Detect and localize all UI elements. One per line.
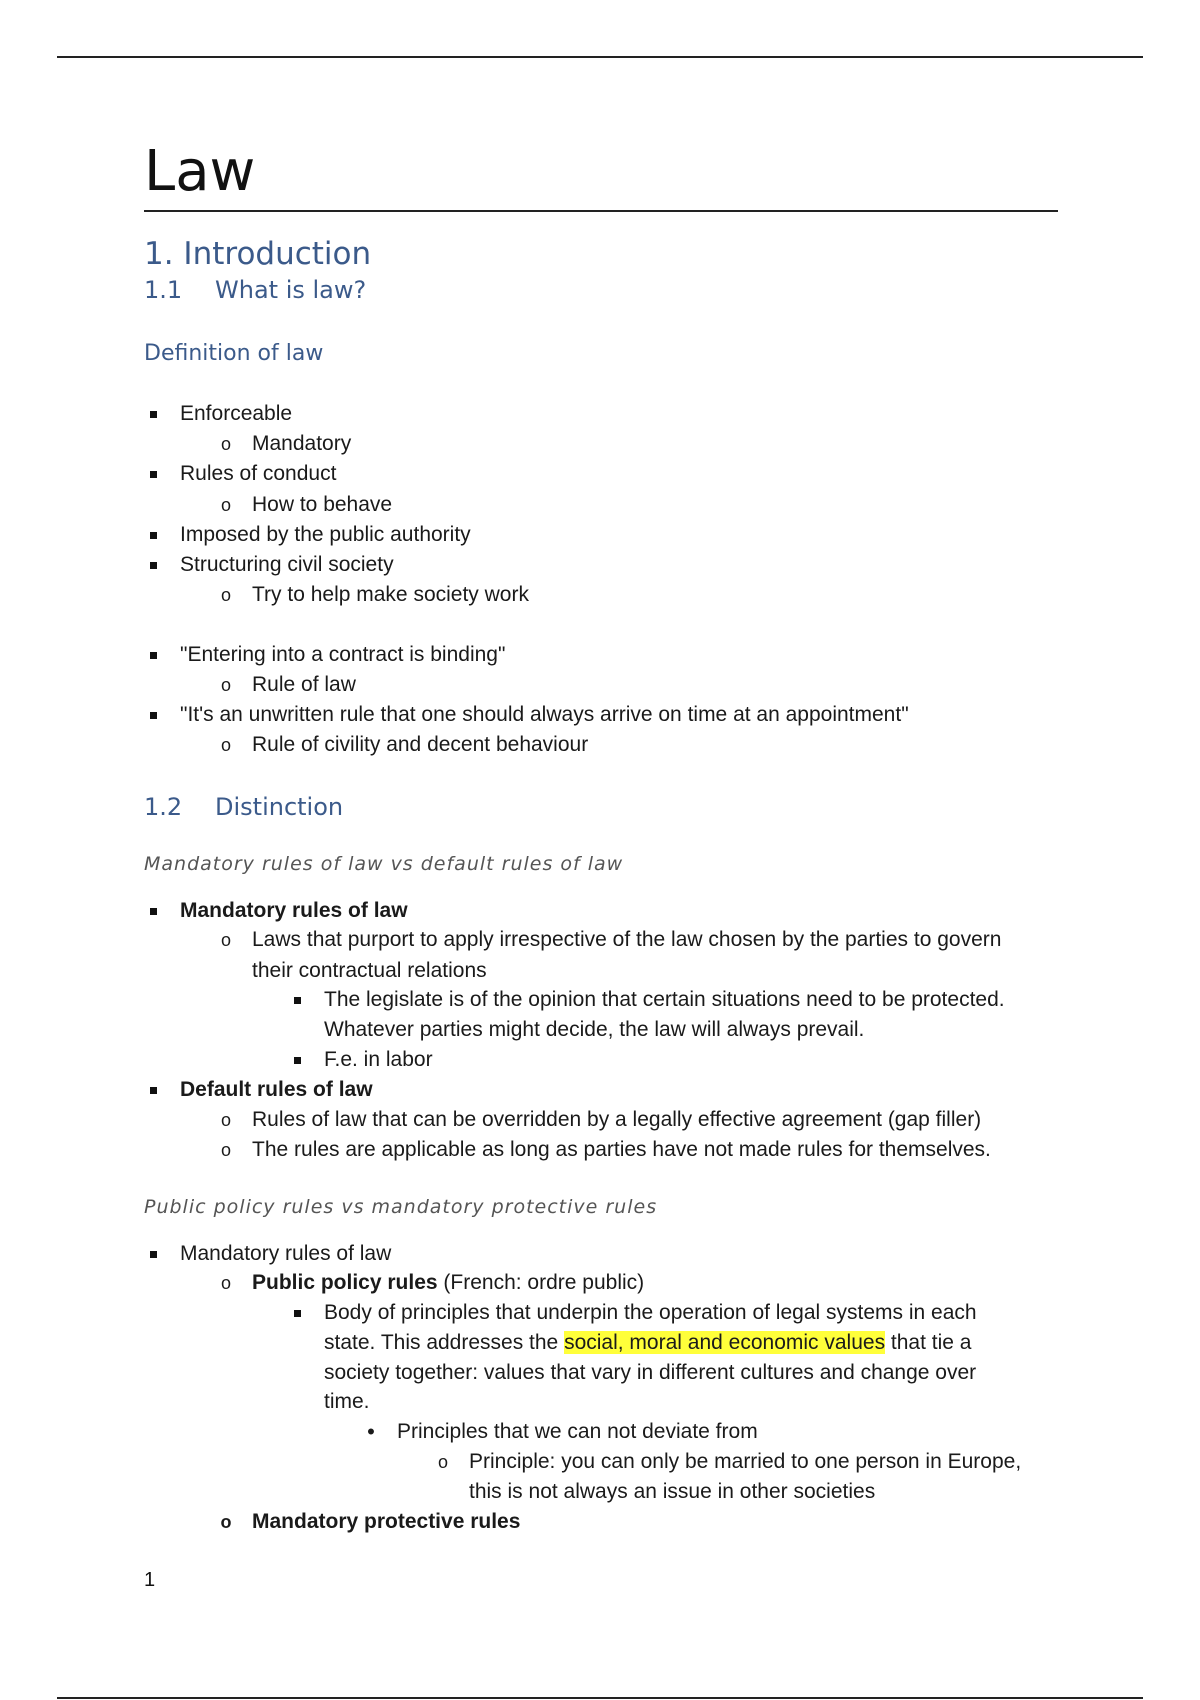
heading-what-is-law [144,274,366,306]
list-item-text: Structuring civil society [180,553,394,576]
list-item-text: (French: ordre public) [437,1271,645,1294]
section-title: Distinction [215,793,344,821]
circle-bullet-icon: o [220,675,231,695]
list-item [180,896,408,926]
list-item-text: Principles that we can not deviate from [397,1420,758,1443]
list-item-text: Mandatory protective rules [252,1510,521,1533]
list-item [180,399,292,429]
top-rule [57,56,1143,58]
list-item [180,520,471,550]
list-item-text: Rule of law [252,673,356,696]
list-item-text: Laws that purport to apply irrespective of the law chosen by the parties to govern [252,928,1002,951]
page-number: 1 [144,1569,156,1591]
circle-bullet-icon: o [220,1140,231,1160]
bottom-rule [57,1697,1143,1699]
circle-bullet-icon: o [437,1452,448,1472]
list-item-continuation: this is not always an issue in other societies [469,1480,876,1503]
heading-introduction: 1. Introduction [144,236,372,272]
heading-mandatory-vs-default: Mandatory rules of law vs default rules of law [144,853,624,875]
circle-bullet-icon: o [220,434,231,454]
list-item-text: Rules of law that can be overridden by a legally effective agreement (gap filler) [252,1108,982,1131]
highlighted-text: social, moral and economic values [564,1331,886,1354]
list-item-continuation: time. [324,1390,370,1413]
list-item [324,1298,977,1328]
list-item [180,700,909,730]
heading-definition-of-law: Definition of law [144,341,324,366]
list-item [220,1507,521,1537]
list-item [180,1075,373,1105]
list-item [180,459,336,489]
list-item-continuation: society together: values that vary in different cultures and change over [324,1361,977,1384]
list-item-text: Body of principles that underpin the operation of legal systems in each [324,1301,977,1324]
list-item [324,985,1005,1015]
circle-bullet-icon: o [220,1512,232,1532]
list-item-text: Imposed by the public authority [180,523,471,546]
list-item-text: Try to help make society work [252,583,529,606]
heading-distinction [144,791,343,823]
list-item-text: Principle: you can only be married to one person in Europe, [469,1450,1022,1473]
list-item [220,1268,645,1298]
list-item-text: The legislate is of the opinion that certain situations need to be protected. [324,988,1005,1011]
list-item-text: "Entering into a contract is binding" [180,643,506,666]
circle-bullet-icon: o [220,585,231,605]
list-item-bold-text: Public policy rules [252,1271,438,1294]
heading-public-vs-protective: Public policy rules vs mandatory protective rules [144,1196,658,1218]
list-item-text: How to behave [252,493,393,516]
list-item [437,1447,1022,1477]
list-item [180,1239,391,1269]
list-item-text: Mandatory rules of law [180,899,408,922]
list-item-text: Mandatory [252,432,352,455]
list-item-text: "It's an unwritten rule that one should always arrive on time at an appointment" [180,703,909,726]
list-item [220,429,352,459]
list-item-continuation: their contractual relations [252,959,487,982]
round-bullet-icon: • [367,1419,375,1444]
list-item [220,730,589,760]
list-item-text: that tie a [885,1331,972,1354]
list-item [220,580,529,610]
list-item-text: The rules are applicable as long as parties have not made rules for themselves. [252,1138,991,1161]
circle-bullet-icon: o [220,1110,231,1130]
circle-bullet-icon: o [220,735,231,755]
list-item-text: state. This addresses the [324,1331,565,1354]
list-item-text: Mandatory rules of law [180,1242,392,1265]
section-title: What is law? [215,276,367,304]
list-item-continuation [324,1328,971,1358]
circle-bullet-icon: o [220,930,231,950]
list-item [220,670,356,700]
list-item [367,1417,758,1447]
list-item [220,1135,991,1165]
list-item-text: Enforceable [180,402,293,425]
circle-bullet-icon: o [220,495,231,515]
section-number: 1.2 [144,793,183,821]
section-number: 1.1 [144,276,183,304]
document-title: Law [144,138,1058,212]
list-item-continuation: Whatever parties might decide, the law will always prevail. [324,1018,865,1041]
list-item [180,550,394,580]
list-item [220,490,393,520]
list-item-text: Default rules of law [180,1078,373,1101]
list-item [324,1045,433,1075]
list-item [220,1105,982,1135]
list-item [220,925,1002,955]
list-item-text: Rule of civility and decent behaviour [252,733,589,756]
list-item-text: Rules of conduct [180,462,337,485]
circle-bullet-icon: o [220,1273,231,1293]
list-item-text: F.e. in labor [324,1048,433,1071]
list-item [180,640,505,670]
